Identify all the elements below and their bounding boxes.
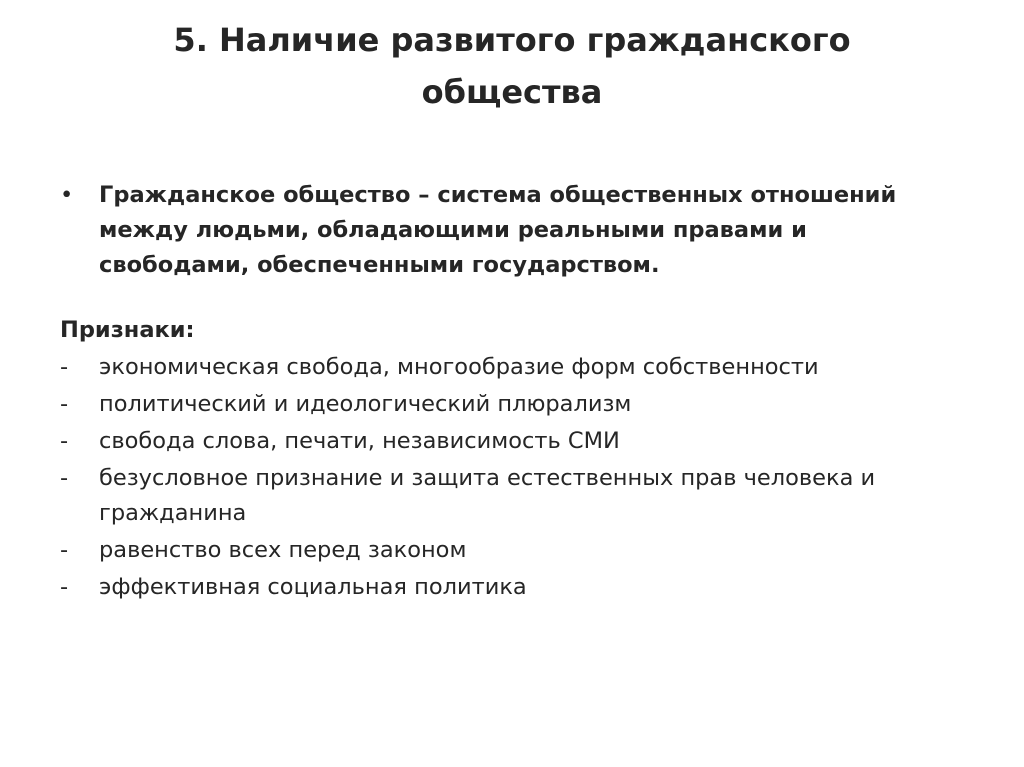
list-item-text: политический и идеологический плюрализм	[99, 391, 632, 417]
dash-marker: -	[60, 391, 69, 417]
dash-marker: -	[60, 537, 69, 563]
definition-text-line: свободами, обеспеченными государством.	[99, 252, 660, 278]
list-item-text: эффективная социальная политика	[99, 574, 527, 600]
dash-marker: -	[60, 574, 69, 600]
dash-marker: -	[60, 465, 69, 491]
definition-text-line: между людьми, обладающими реальными правами и	[99, 217, 807, 243]
slide-title	[80, 14, 944, 118]
list-item	[60, 533, 980, 568]
list-item	[60, 424, 980, 459]
list-item	[60, 387, 980, 422]
list-item-text: безусловное признание и защита естественных прав человека и гражданина	[99, 465, 876, 526]
signs-list	[60, 312, 980, 607]
signs-heading: Признаки:	[60, 317, 195, 343]
slide-title-line: 5. Наличие развитого гражданского	[173, 21, 851, 59]
list-item	[60, 570, 980, 605]
list-item	[60, 350, 980, 385]
dash-marker: -	[60, 354, 69, 380]
definition-text-line: Гражданское общество – система общественных отношений	[99, 182, 897, 208]
slide-title-line: общества	[421, 73, 603, 111]
definition-text	[99, 178, 969, 283]
list-item-text: свобода слова, печати, независимость СМИ	[99, 428, 620, 454]
list-item-text: экономическая свобода, многообразие форм собственности	[99, 354, 819, 380]
list-item-text: равенство всех перед законом	[99, 537, 467, 563]
list-item	[60, 461, 980, 531]
bullet-marker: •	[60, 182, 74, 208]
dash-marker: -	[60, 428, 69, 454]
